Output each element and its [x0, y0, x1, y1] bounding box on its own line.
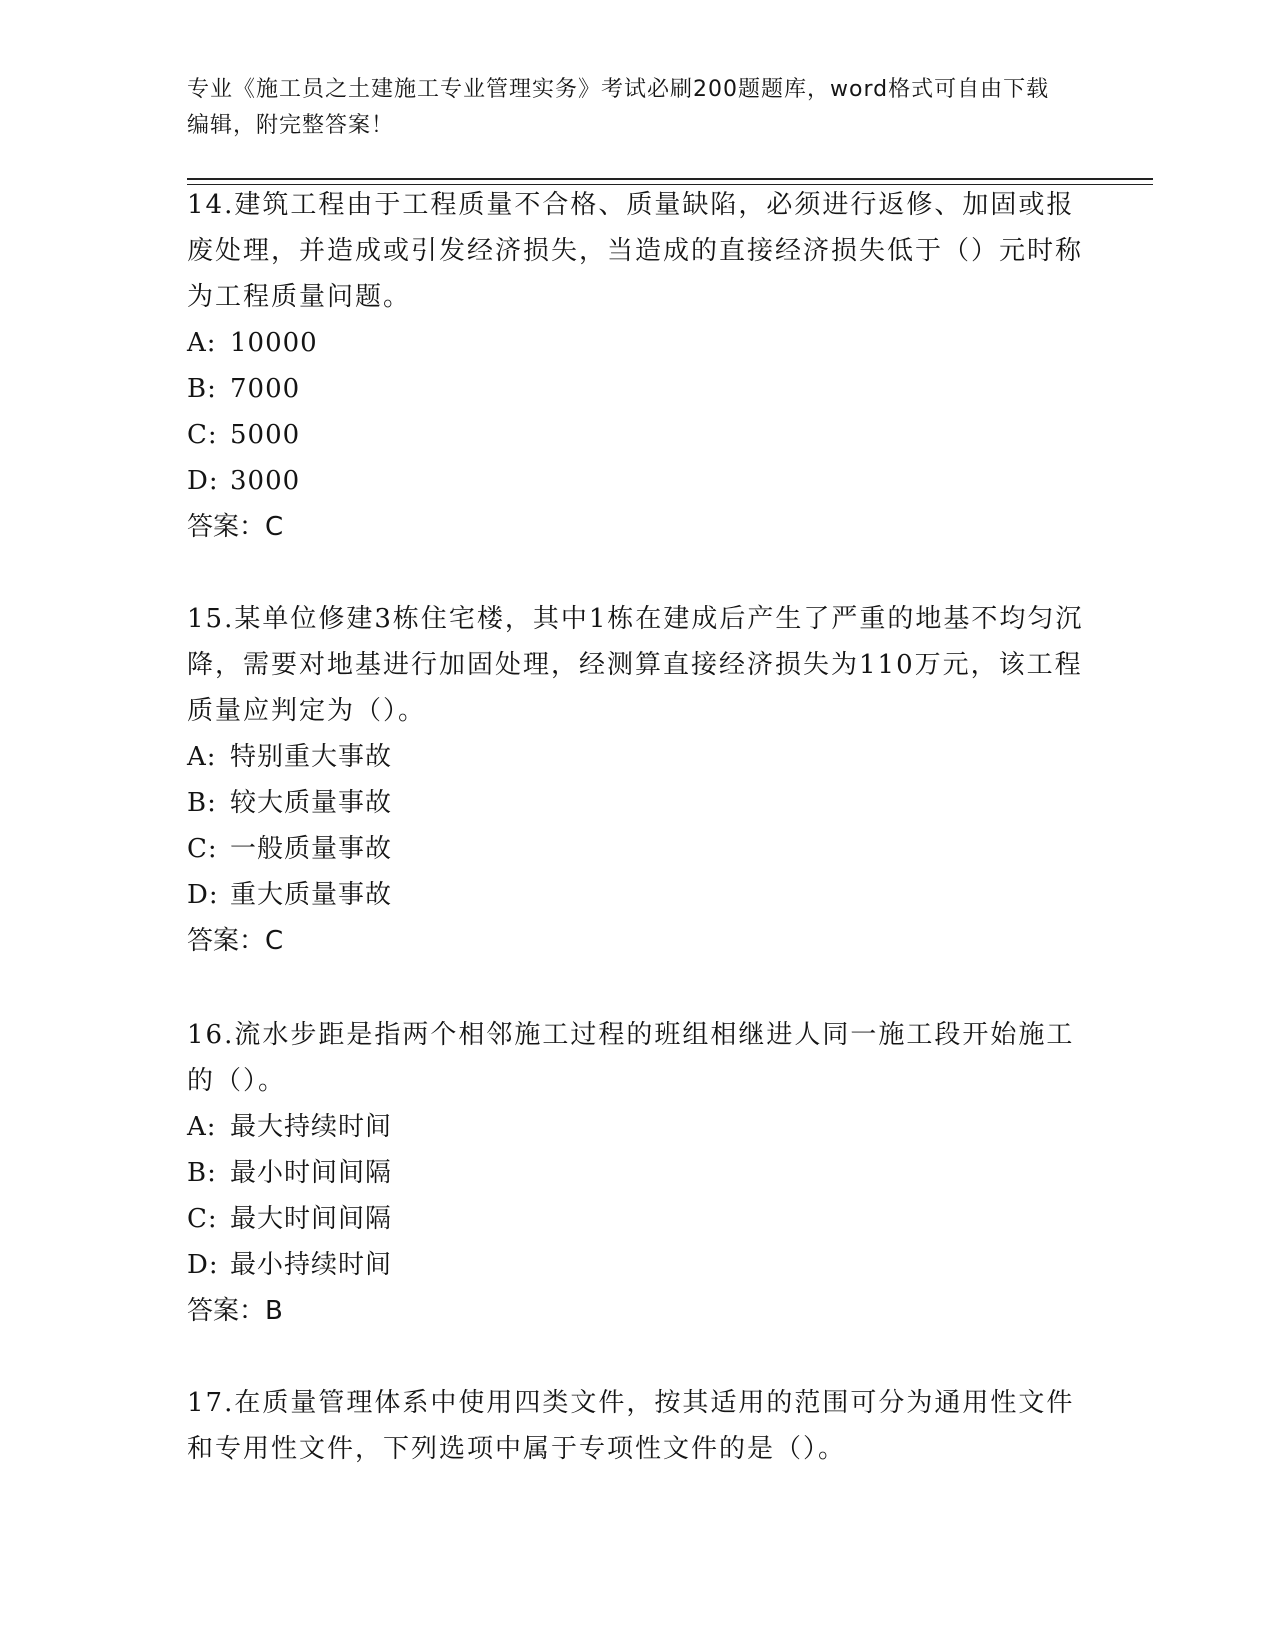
option-a — [187, 1104, 1087, 1150]
option-text: 重大质量事故 — [230, 880, 393, 910]
option-c — [187, 1196, 1087, 1242]
question-stem: 15.某单位修建3栋住宅楼，其中1栋在建成后产生了严重的地基不均匀沉降，需要对地基进行加固处理，经测算直接经济损失为110万元，该工程质量应判定为（）。 — [187, 604, 1084, 726]
answer: 答案：C — [187, 512, 284, 542]
header-divider-thick — [187, 178, 1153, 180]
document-header: 专业《施工员之土建施工专业管理实务》考试必刷200题题库，word格式可自由下载编辑，附完整答案！ — [187, 77, 1050, 138]
option-a — [187, 734, 1087, 780]
question-stem: 14.建筑工程由于工程质量不合格、质量缺陷，必须进行返修、加固或报废处理，并造成或引发经济损失，当造成的直接经济损失低于（）元时称为工程质量问题。 — [187, 190, 1084, 312]
answer: 答案：C — [187, 926, 284, 956]
option-letter: B: — [187, 788, 217, 818]
question-16 — [187, 1012, 1087, 1334]
option-d — [187, 458, 1087, 504]
option-d — [187, 1242, 1087, 1288]
option-text: 最小持续时间 — [230, 1250, 393, 1280]
question-stem: 16.流水步距是指两个相邻施工过程的班组相继进人同一施工段开始施工的（）。 — [187, 1020, 1075, 1096]
option-c — [187, 826, 1087, 872]
option-letter: C: — [187, 1204, 218, 1234]
option-letter: A: — [187, 1112, 217, 1142]
option-text: 7000 — [230, 374, 301, 404]
option-text: 最大持续时间 — [230, 1112, 393, 1142]
option-letter: C: — [187, 834, 218, 864]
option-text: 最小时间间隔 — [230, 1158, 393, 1188]
question-15 — [187, 596, 1087, 964]
option-letter: D: — [187, 880, 219, 910]
answer: 答案：B — [187, 1296, 283, 1326]
option-letter: B: — [187, 1158, 217, 1188]
option-letter: A: — [187, 328, 217, 358]
option-letter: D: — [187, 466, 219, 496]
option-text: 最大时间间隔 — [230, 1204, 393, 1234]
option-text: 一般质量事故 — [230, 834, 393, 864]
option-letter: D: — [187, 1250, 219, 1280]
question-14 — [187, 182, 1087, 550]
option-text: 特别重大事故 — [230, 742, 393, 772]
option-text: 10000 — [230, 328, 318, 358]
option-text: 较大质量事故 — [230, 788, 393, 818]
option-b — [187, 366, 1087, 412]
option-d — [187, 872, 1087, 918]
option-letter: C: — [187, 420, 218, 450]
question-stem: 17.在质量管理体系中使用四类文件，按其适用的范围可分为通用性文件和专用性文件，下列选项中属于专项性文件的是（）。 — [187, 1388, 1075, 1464]
option-b — [187, 780, 1087, 826]
option-text: 5000 — [230, 420, 301, 450]
question-17 — [187, 1380, 1087, 1472]
option-letter: B: — [187, 374, 217, 404]
option-letter: A: — [187, 742, 217, 772]
option-a — [187, 320, 1087, 366]
option-c — [187, 412, 1087, 458]
option-text: 3000 — [230, 466, 301, 496]
option-b — [187, 1150, 1087, 1196]
